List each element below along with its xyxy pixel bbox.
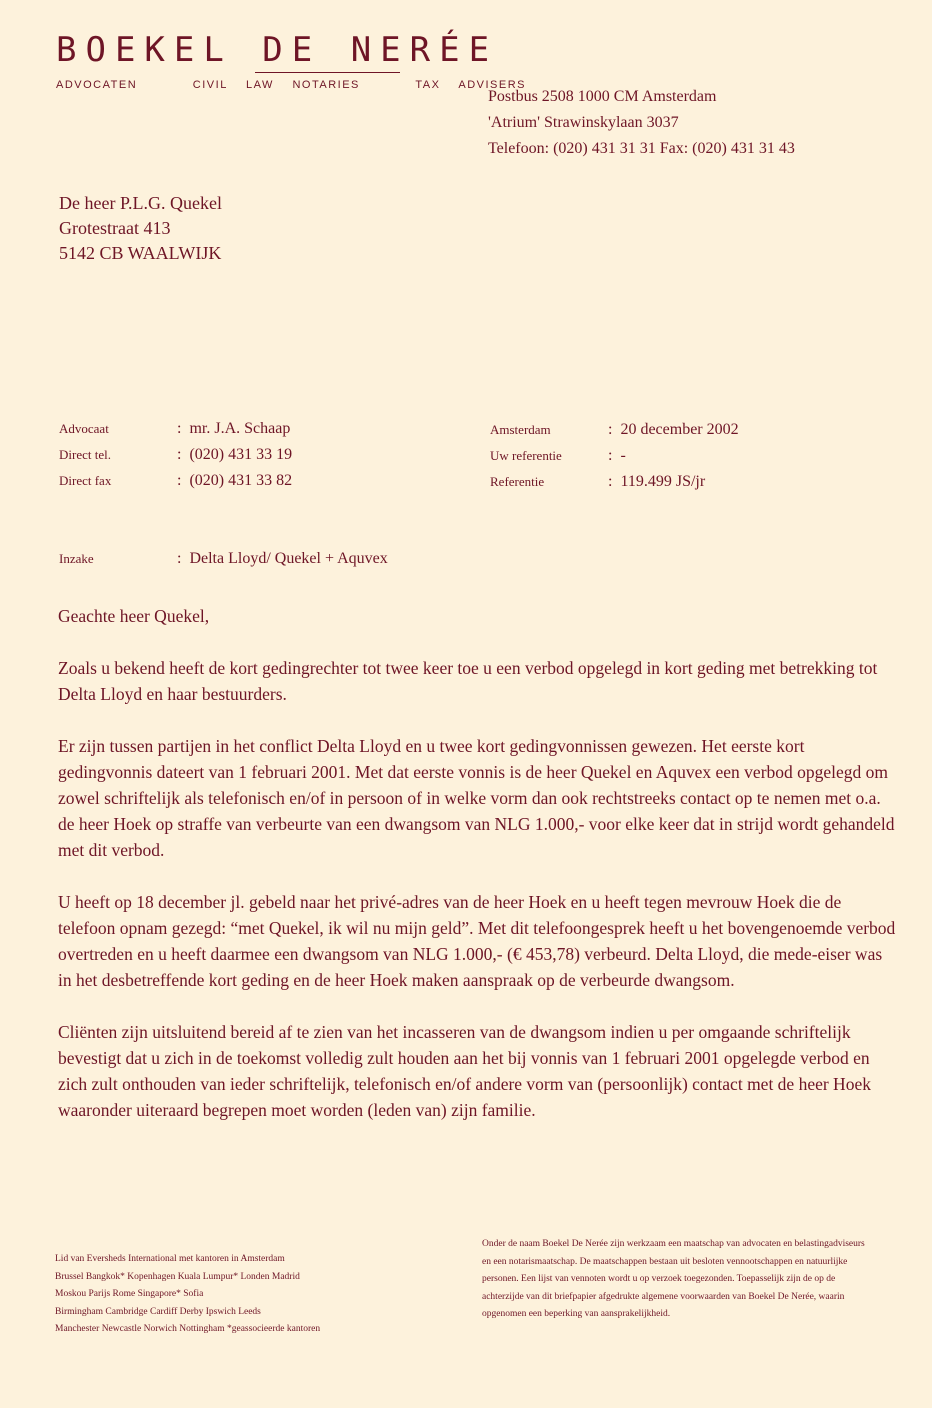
meta-value: - [620,447,626,464]
paragraph: Cliënten zijn uitsluitend bereid af te zien van het incasseren van de dwangsom indien u per omgaande schriftelijk bevestigt dat u zich in de toekomst volledig zult houden aan het bij vonnis van 1 februari 2001 opgelegde verbod en zich zult onthouden van ieder schriftelijk, telefonisch en/of andere vorm van (persoonlijk) contact met de heer Hoek waaronder uiteraard begrepen moet worden (leden van) zijn familie. [58,1022,871,1120]
letter-body [58,603,898,1149]
meta-value: (020) 431 33 82 [189,472,293,489]
paragraph: Zoals u bekend heeft de kort gedingrechter tot twee keer toe u een verbod opgelegd in kort geding met betrekking tot Delta Lloyd en haar bestuurders. [58,658,878,704]
recipient-line: 5142 CB WAALWIJK [59,243,222,263]
footer-line: Birmingham Cambridge Cardiff Derby Ipswich Leeds [55,1306,261,1317]
footer-offices [55,1251,455,1339]
subject-label: Inzake [59,551,94,566]
meta-label: Direct fax [59,473,112,488]
meta-label: Uw referentie [490,448,562,463]
sender-line: 'Atrium' Strawinskylaan 3037 [488,114,679,131]
meta-value: 119.499 JS/jr [620,473,706,490]
company-tagline: ADVOCATEN CIVIL LAW NOTARIES TAX ADVISERS [56,79,526,91]
subject-value: Delta Lloyd/ Quekel + Aquvex [189,550,388,567]
letter-page: BOEKEL DE NERÉE ADVOCATEN CIVIL LAW NOTARIES TAX ADVISERS Postbus 2508 1000 CM Amsterdam 'Atrium' Strawinskylaan 3037 Telefoon: (020) 431 31 31 Fax: (020) 431 31 43 De heer P.L.G. Quekel Grotestraat 413 5142 CB WAALWIJK Advocaat : mr. J.A. Schaap Direct tel. : (020) 431 33 19 Direct fax : (020) 431 33 82 Amsterdam : 20 december 2002 Uw referentie : - Referentie : 119.499 JS/jr Inzake : Delta Lloyd/ Quekel + Aquvex Geachte heer Quekel, Zoals u bekend heeft de kort gedingrechter tot twee keer toe u een verbod opgelegd in kort geding met betrekking tot Delta Lloyd en haar bestuurders. Er zijn tussen partijen in het conflict Delta Lloyd en u twee kort gedingvonnissen gewezen. Het eerste kort gedingvonnis dateert van 1 februari 2001. Met dat eerste vonnis is de heer Quekel en Aquvex een verbod opgelegd om zowel schriftelijk als telefonisch en/of in persoon of in welke vorm dan ook rechtstreeks contact op te nemen met o.a. de heer Hoek op straffe van verbeurte van een dwangsom van NLG 1.000,- voor elke keer dat in strijd wordt gehandeld met dit verbod. U heeft op 18 december jl. gebeld naar het privé-adres van de heer Hoek en u heeft tegen mevrouw Hoek die de telefoon opnam gezegd: “met Quekel, ik wil nu mijn geld”. Met dit telefoongesprek heeft u het bovengenoemde verbod overtreden en u heeft daarmee een dwangsom van NLG 1.000,- (€ 453,78) verbeurd. Delta Lloyd, die mede-eiser was in het desbetreffende kort geding en de heer Hoek maken aanspraak op de verbeurde dwangsom. Cliënten zijn uitsluitend bereid af te zien van het incasseren van de dwangsom indien u per omgaande schriftelijk bevestigt dat u zich in de toekomst volledig zult houden aan het bij vonnis van 1 februari 2001 opgelegde verbod en zich zult onthouden van ieder schriftelijk, telefonisch en/of andere vorm van (persoonlijk) contact met de heer Hoek waaronder uiteraard begrepen moet worden (leden van) zijn familie. Lid van Eversheds International met kantoren in Amsterdam Brussel Bangkok* Kopenhagen Kuala Lumpur* Londen Madrid Moskou Parijs Rome Singapore* Sofia Birmingham Cambridge Cardiff Derby Ipswich Leeds Manchester Newcastle Norwich Nottingham *geassocieerde kantoren Onder de naam Boekel De Nerée zijn werkzaam een maatschap van advocaten en belastingadviseurs en een notarismaatschap. De maatschappen bestaan uit besloten vennootschappen en natuurlijke personen. Een lijst van vennoten wordt u op verzoek toegezonden. Toepasselijk zijn de op de achterzijde van dit briefpapier afgedrukte algemene voorwaarden van Boekel De Nerée, waarin opgenomen een beperking van aansprakelijkheid. [0,0,932,1408]
meta-label: Amsterdam [490,422,551,437]
meta-value: 20 december 2002 [620,421,739,438]
company-logo: BOEKEL DE NERÉE [56,30,499,70]
meta-value: mr. J.A. Schaap [189,420,291,437]
footer-line: Brussel Bangkok* Kopenhagen Kuala Lumpur* Londen Madrid [55,1271,300,1282]
sender-line: Postbus 2508 1000 CM Amsterdam [488,88,717,105]
meta-label: Advocaat [59,421,109,436]
footer-legal: Onder de naam Boekel De Nerée zijn werkzaam een maatschap van advocaten en belastingadviseurs en een notarismaatschap. De maatschappen bestaan uit besloten vennootschappen en natuurlijke personen. Een lijst van vennoten wordt u op verzoek toegezonden. Toepasselijk zijn de op de achterzijde van dit briefpapier afgedrukte algemene voorwaarden van Boekel De Nerée, waarin opgenomen een beperking van aansprakelijkheid. [482,1239,865,1319]
meta-label: Direct tel. [59,447,111,462]
meta-value: (020) 431 33 19 [189,446,293,463]
sender-address [488,84,795,162]
sender-line: Telefoon: (020) 431 31 31 Fax: (020) 431 31 43 [488,140,795,157]
footer-line: Manchester Newcastle Norwich Nottingham *geassocieerde kantoren [55,1324,321,1334]
recipient-line: De heer P.L.G. Quekel [59,193,222,213]
recipient-address [59,191,222,266]
logo-divider [255,72,400,73]
paragraph: Er zijn tussen partijen in het conflict Delta Lloyd en u twee kort gedingvonnissen gewezen. Het eerste kort gedingvonnis dateert van 1 februari 2001. Met dat eerste vonnis is de heer Quekel en Aquvex een verbod opgelegd om zowel schriftelijk als telefonisch en/of in persoon of in welke vorm dan ook rechtstreeks contact op te nemen met o.a. de heer Hoek op straffe van verbeurte van een dwangsom van NLG 1.000,- voor elke keer dat in strijd wordt gehandeld met dit verbod. [58,736,895,860]
salutation: Geachte heer Quekel, [58,606,210,626]
footer-line: Moskou Parijs Rome Singapore* Sofia [55,1289,204,1299]
footer-line: Lid van Eversheds International met kantoren in Amsterdam [55,1254,285,1264]
subject-line: Inzake : Delta Lloyd/ Quekel + Aquvex [59,550,388,567]
meta-label: Referentie [490,474,545,489]
paragraph: U heeft op 18 december jl. gebeld naar het privé-adres van de heer Hoek en u heeft tegen mevrouw Hoek die de telefoon opnam gezegd: “met Quekel, ik wil nu mijn geld”. Met dit telefoongesprek heeft u het bovengenoemde verbod overtreden en u heeft daarmee een dwangsom van NLG 1.000,- (€ 453,78) verbeurd. Delta Lloyd, die mede-eiser was in het desbetreffende kort geding en de heer Hoek maken aanspraak op de verbeurde dwangsom. [58,892,896,990]
recipient-line: Grotestraat 413 [59,218,171,238]
